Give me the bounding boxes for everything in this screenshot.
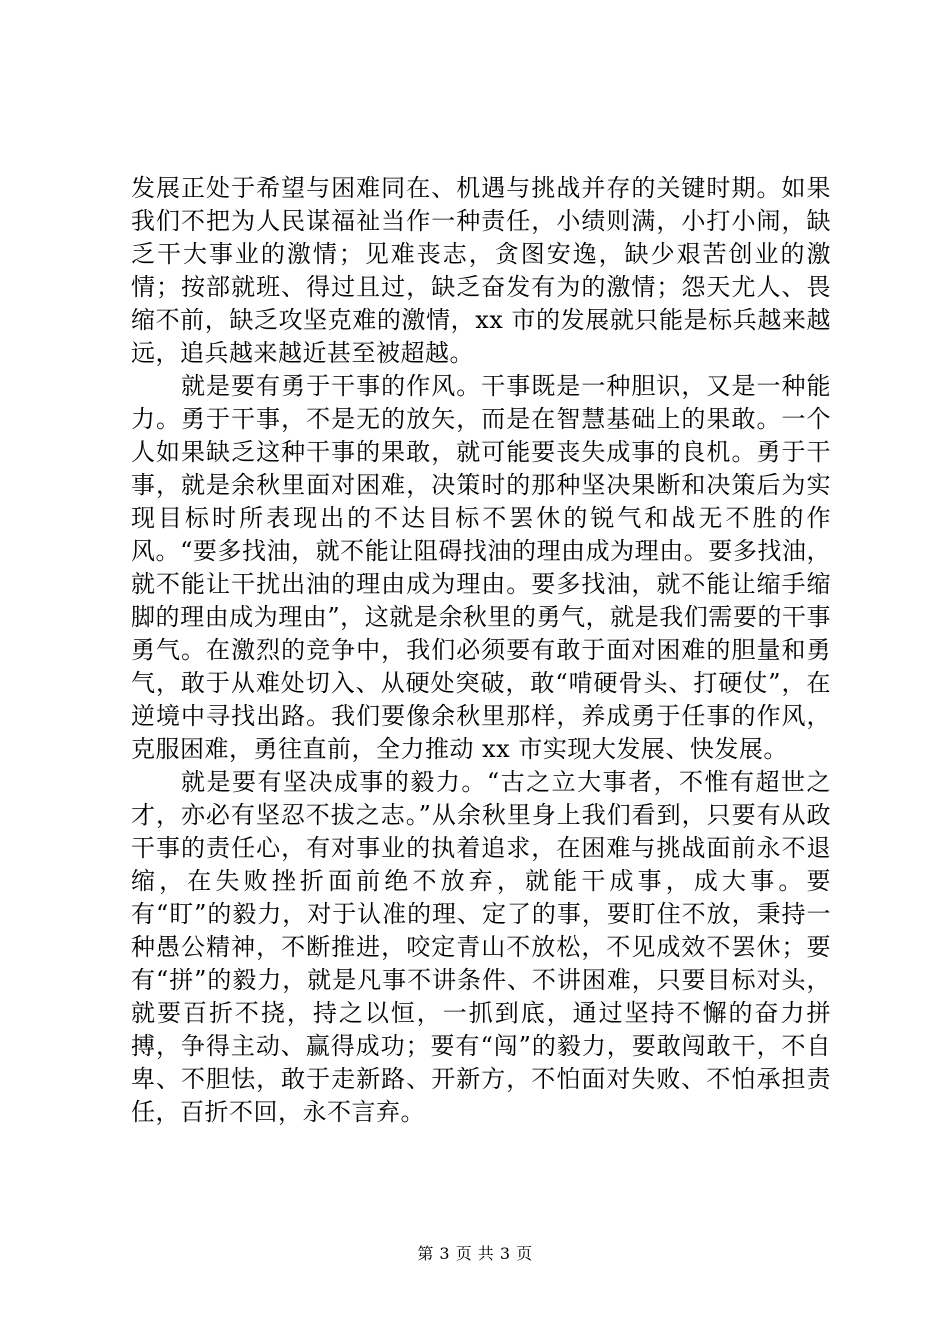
paragraph-courage: 就是要有勇于干事的作风。干事既是一种胆识，又是一种能力。勇于干事，不是无的放矢，而是在智慧基础上的果敢。一个人如果缺乏这种干事的果敢，就可能要丧失成事的良机。勇于干事，就是余秋里面对困难，决策时的那种坚决果断和决策后为实现目标时所表现出的不达目标不罢休的锐气和战无不胜的作风。“要多找油，就不能让阻碍找油的理由成为理由。要多找油，就不能让干扰出油的理由成为理由。要多找油，就不能让缩手缩脚的理由成为理由”，这就是余秋里的勇气，就是我们需要的干事勇气。在激烈的竞争中，我们必须要有敢于面对困难的胆量和勇气，敢于从难处切入、从硬处突破，敢“啃硬骨头、打硬仗”，在逆境中寻找出路。我们要像余秋里那样，养成勇于任事的作风，克服困难，勇往直前，全力推动 xx 市实现大发展、快发展。 <box>131 372 831 763</box>
page-number-footer: 第 3 页 共 3 页 <box>417 1244 533 1263</box>
paragraph-continuation: 发展正处于希望与困难同在、机遇与挑战并存的关键时期。如果我们不把为人民谋福祉当作一种责任，小绩则满，小打小闹，缺乏干大事业的激情；见难丧志，贪图安逸，缺少艰苦创业的激情；按部就班、得过且过，缺乏奋发有为的激情；怨天尤人、畏缩不前，缺乏攻坚克难的激情，xx 市的发展就只能是标兵越来越远，追兵越来越近甚至被超越。 <box>131 174 831 367</box>
document-body <box>131 172 831 1129</box>
paragraph-perseverance: 就是要有坚决成事的毅力。“古之立大事者，不惟有超世之才，亦必有坚忍不拔之志。”从余秋里身上我们看到，只要有从政干事的责任心，有对事业的执着追求，在困难与挑战面前永不退缩，在失败挫折面前绝不放弃，就能干成事，成大事。要有“盯”的毅力，对于认准的理、定了的事，要盯住不放，秉持一种愚公精神，不断推进，咬定青山不放松，不见成效不罢休；要有“拼”的毅力，就是凡事不讲条件、不讲困难，只要目标对头，就要百折不挠，持之以恒，一抓到底，通过坚持不懈的奋力拼搏，争得主动、赢得成功；要有“闯”的毅力，要敢闯敢干，不自卑、不胆怯，敢于走新路、开新方，不怕面对失败、不怕承担责任，百折不回，永不言弃。 <box>131 768 831 1126</box>
